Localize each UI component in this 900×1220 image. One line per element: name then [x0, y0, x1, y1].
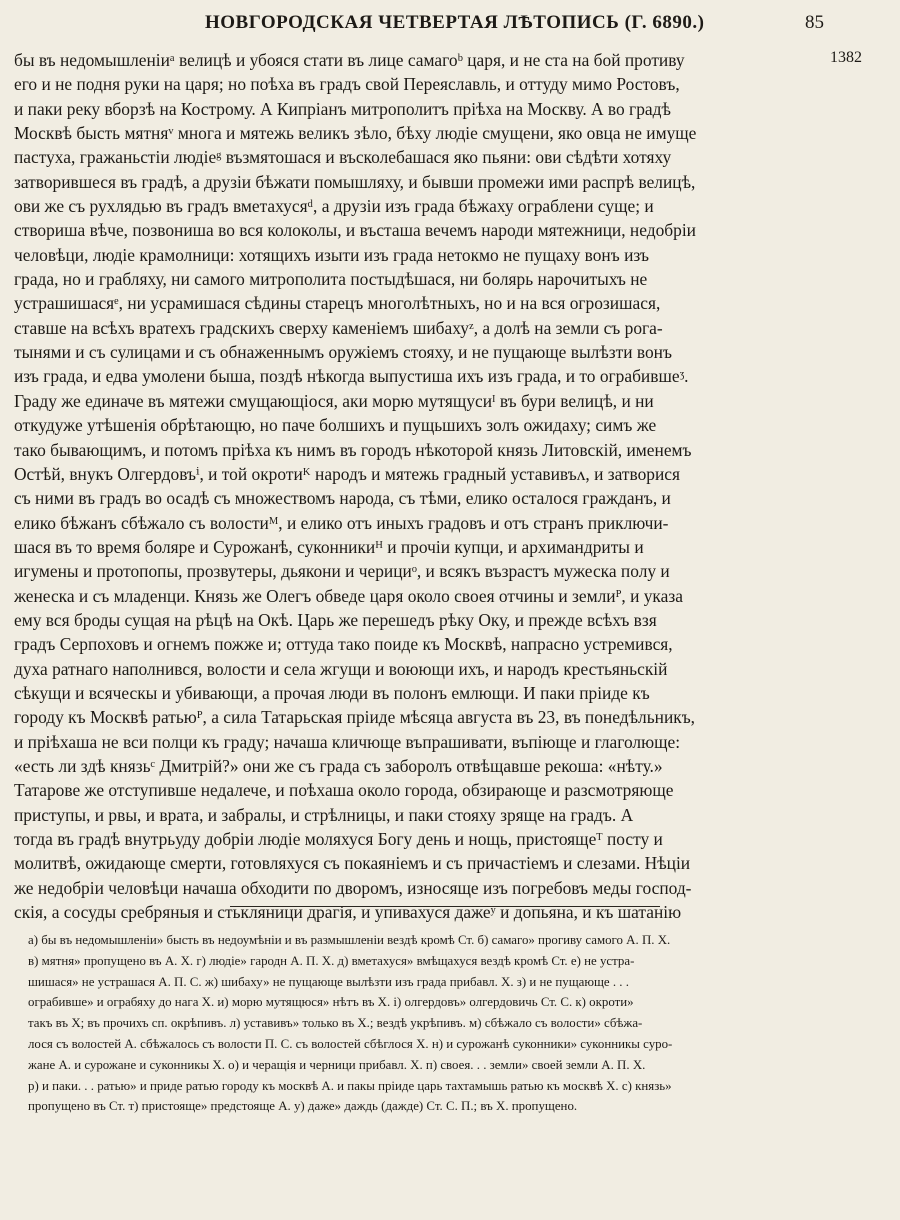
footnote-line: жане А. и сурожане и суконникы Х. о) и черащія и черници прибавл. Х. п) своея. . . земли» своей земли А. П. Х. [28, 1057, 646, 1072]
text-line: женеска и съ младенци. Князь же Олегъ обведе царя около своея отчины и землиᴾ, и указа [14, 585, 683, 606]
text-line: духа ратнаго наполнився, волости и села жгущи и воюющи ихъ, и народъ крестьяньскій [14, 658, 668, 679]
text-line: приступы, и рвы, и врата, и забралы, и стрѣлницы, и паки стояху зряще на градъ. А [14, 804, 634, 825]
text-line: городу къ Москвѣ ратьюᴾ, а сила Татарьская пріиде мѣсяца августа въ 23, въ понедѣльникъ, [14, 707, 696, 728]
text-line: и паки реку вборзѣ на Кострому. А Кипріанъ митрополитъ пріѣха на Москву. А во градѣ [14, 98, 671, 119]
text-line: его и не подня руки на царя; но поѣха въ градъ свой Переяславль, и оттуду мимо Ростовъ, [14, 74, 680, 95]
footnote-line: шишася» не устрашася А. П. С. ж) шибаху» не пущающе вылѣзти изъ града прибавл. Х. з) и не пущающе . . . [28, 974, 629, 989]
page-header [0, 10, 900, 42]
footnote-line: а) бы въ недомышленіи» бысть въ недоумѣніи и въ размышленіи вездѣ кромѣ Ст. б) самаго» прогиву самого А. П. Х. [28, 933, 671, 947]
text-line: града, но и грабляху, ни самого митрополита постыдѣшася, ни болярь нарочитыхъ не [14, 269, 648, 290]
text-line: ови же съ рухлядью въ градъ вметахусяᵈ, а друзіи изъ града бѣжаху ограблени суще; и [14, 196, 654, 217]
text-line: шася въ то время боляре и Сурожанѣ, суконникиᴴ и прочіи купци, и архимандриты и [14, 536, 644, 557]
text-line: ему вся броды сущая на рѣцѣ на Окѣ. Царь же перешедъ рѣку Оку, и прежде всѣхъ взя [14, 609, 657, 630]
text-line: Москвѣ бысть мятняᵛ многа и мятежь великъ зѣло, бѣху людіе смущени, яко овца не имуще [14, 123, 697, 144]
footnote-separator [230, 906, 660, 907]
margin-year-marker: 1382 [830, 49, 862, 66]
text-line: устрашишасяᵉ, ни усрамишася сѣдины старецъ многолѣтныхъ, но и на вся огрозишася, [14, 293, 661, 314]
text-line: Татарове же отступивше недалече, и поѣхаша около города, обзирающе и разсмотряюще [14, 780, 674, 801]
page-number: 85 [805, 12, 824, 33]
text-line: тогда въ градѣ внутрьуду добріи людіе моляхуся Богу день и нощь, пристоящеᵀ посту и [14, 829, 663, 849]
footnote-line: р) и паки. . . ратью» и приде ратью городу къ москвѣ А. и пакы пріиде царь тахтамышь ратью къ москвѣ Х. с) князь» [28, 1078, 672, 1093]
footnote-line: ограбивше» и ограбяху до нага Х. и) морю мутящюся» нѣтъ въ Х. і) олгердовъ» олгердовичь Ст. С. к) окроти» [28, 995, 634, 1010]
chronicle-text [14, 48, 830, 924]
text-line: елико бѣжанъ сбѣжало съ волостиᴹ, и елико отъ иныхъ градовъ и отъ странъ приключи- [14, 512, 669, 533]
footnote-line: лося съ волостей А. сбѣжалось съ волости П. С. съ волостей сбѣглося Х. н) и сурожанѣ суконники» суконникы суро- [28, 1036, 673, 1051]
text-line: Граду же единаче въ мятежи смущающіося, аки морю мутящусиᴵ въ бури велицѣ, и ни [14, 390, 654, 411]
text-line: человѣци, людіе крамолници: хотящихъ изыти изъ града нетокмо не пущаху вонъ изъ [14, 244, 649, 265]
text-line: откудуже утѣшенія обрѣтающю, но паче болшихъ и пущьшихъ золъ ожидаху; симъ же [14, 415, 657, 436]
footnote-line: в) мятня» пропущено въ А. Х. г) людіе» гародн А. П. Х. д) вметахуся» вмѣщахуся вездѣ кромѣ Ст. е) не устра- [28, 953, 635, 968]
text-line: изъ града, и едва умолени быша, поздѣ нѣкогда выпустиша ихъ изъ града, и то ограбившеᶾ. [14, 366, 689, 387]
text-line: Остѣй, внукъ Олгердовъⁱ, и той окротиᴷ народъ и мятежь градный уставивъᴧ, и затворися [14, 463, 680, 484]
text-line: градъ Серпоховъ и огнемъ пожже и; оттуда тако поиде къ Москвѣ, напрасно устремився, [14, 634, 673, 655]
text-line: и пріѣхаша не вси полци къ граду; начаша кличюще въпрашивати, въпіюще и глаголюще: [14, 731, 681, 752]
running-title: НОВГОРОДСКАЯ ЧЕТВЕРТАЯ ЛѢТОПИСЬ (Г. 6890.) [205, 12, 705, 33]
text-line: съ ними въ градъ во осадѣ съ множествомъ народа, съ тѣми, елико осталося гражданъ, и [14, 488, 671, 509]
footnote-line: пропущено въ Ст. т) пристояще» предстояще А. у) даже» даждь (дажде) Ст. С. П.; въ Х. пропущено. [28, 1099, 578, 1114]
footnotes [28, 930, 838, 1117]
text-line: «есть ли здѣ князьᶜ Дмитрій?» они же съ града съ заборолъ отвѣщавше рекоша: «нѣту.» [14, 755, 663, 776]
text-line: игумены и протопопы, прозвутеры, дьякони и черициᵒ, и всякъ възрастъ мужеска полу и [14, 561, 670, 582]
footnote-line: такъ въ Х; въ прочихъ сп. окрѣпивъ. л) уставивъ» только въ Х.; вездѣ укрѣпивъ. м) сбѣжало съ волости» сбѣжа- [28, 1016, 643, 1031]
text-line: пастуха, гражаньстіи людіеᵍ възмятошася и въсколебашася яко пьяни: ови сѣдѣти хотяху [14, 147, 672, 168]
text-line: створиша вѣче, позвониша во вся колоколы, и въсташа вечемъ народи мятежници, недобріи [14, 220, 696, 241]
text-line: сѣкущи и всяческы и убивающи, а прочая люди въ полонъ емлющи. И паки пріиде къ [14, 682, 650, 703]
text-line: скія, а сосуды сребряныя и стькляници драгія, и упивахуся дажеʸ и допьяна, и къ шатанію [14, 902, 682, 923]
text-line: ставше на всѣхъ вратехъ градскихъ сверху каменіемъ шибахуᶻ, а долѣ на земли съ рога- [14, 317, 663, 338]
text-line: затворившеся въ градѣ, а друзіи бѣжати помышляху, и бывши промежи ими распрѣ велицѣ, [14, 171, 696, 192]
text-line: тако бывающимъ, и потомъ пріѣха къ нимъ въ городъ нѣкоторой князь Литовскій, именемъ [14, 439, 692, 460]
text-line: бы въ недомышленіиᵃ велицѣ и убояся стати въ лице самагоᵇ царя, и не ста на бой противу [14, 50, 685, 70]
text-line: же недобріи человѣци начаша обходити по дворомъ, износяще изъ погребовъ меды господ- [14, 877, 692, 898]
text-line: тынями и съ сулицами и съ обнаженнымъ оружіемъ стояху, и не пущающе вылѣзти вонъ [14, 342, 672, 363]
text-line: молитвѣ, ожидающе смерти, готовляхуся съ покаяніемъ и съ причастіемъ и слезами. Нѣціи [14, 853, 691, 874]
